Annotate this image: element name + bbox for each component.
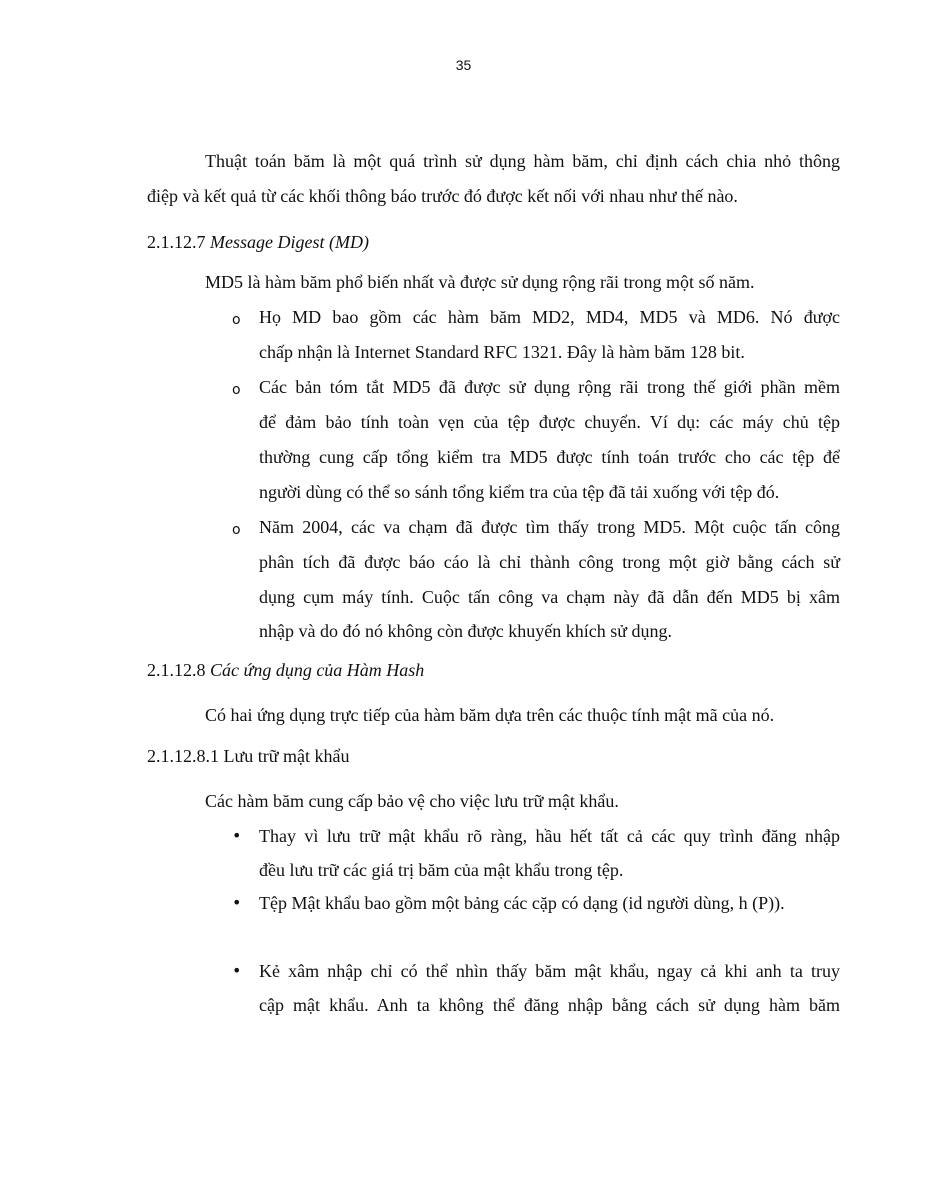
section-password-heading: 2.1.12.8.1 Lưu trữ mật khẩu [147, 746, 350, 766]
md-bullet-2-line-3: thường cung cấp tổng kiểm tra MD5 được tính toán trước cho các tệp để [259, 447, 840, 467]
password-bullet-1-line-1: Thay vì lưu trữ mật khẩu rõ ràng, hầu hết tất cả các quy trình đăng nhập [259, 826, 840, 846]
password-bullet-3-line-2: cập mật khẩu. Anh ta không thể đăng nhập bằng cách sử dụng hàm băm [259, 995, 840, 1015]
md-bullet-3-line-3: dụng cụm máy tính. Cuộc tấn công va chạm này đã dẫn đến MD5 bị xâm [259, 587, 840, 607]
section-apps-intro: Có hai ứng dụng trực tiếp của hàm băm dựa trên các thuộc tính mật mã của nó. [205, 705, 775, 725]
intro-line-1: Thuật toán băm là một quá trình sử dụng hàm băm, chỉ định cách chia nhỏ thông [205, 151, 840, 171]
page-number: 35 [455, 57, 472, 73]
section-apps-heading [147, 659, 424, 681]
password-bullet-2-line-1: Tệp Mật khẩu bao gồm một bảng các cặp có dạng (id người dùng, h (P)). [259, 893, 785, 913]
section-password-intro: Các hàm băm cung cấp bảo vệ cho việc lưu trữ mật khẩu. [205, 791, 619, 811]
circle-bullet-icon: o [232, 522, 241, 538]
circle-bullet-icon: o [232, 382, 241, 398]
circle-bullet-icon: o [232, 312, 241, 328]
disc-bullet-icon: • [232, 961, 242, 980]
md-bullet-3-line-1: Năm 2004, các va chạm đã được tìm thấy trong MD5. Một cuộc tấn công [259, 517, 840, 537]
section-apps-number: 2.1.12.8 [147, 660, 206, 680]
disc-bullet-icon: • [232, 826, 242, 845]
disc-bullet-icon: • [232, 893, 242, 912]
md-bullet-1-line-2: chấp nhận là Internet Standard RFC 1321. Đây là hàm băm 128 bit. [259, 342, 745, 362]
section-md-intro: MD5 là hàm băm phổ biến nhất và được sử dụng rộng rãi trong một số năm. [205, 272, 755, 292]
section-apps-title: Các ứng dụng của Hàm Hash [210, 660, 425, 680]
md-bullet-1-line-1: Họ MD bao gồm các hàm băm MD2, MD4, MD5 và MD6. Nó được [259, 307, 840, 327]
section-md-title: Message Digest (MD) [210, 232, 369, 252]
md-bullet-2-line-2: để đảm bảo tính toàn vẹn của tệp được chuyển. Ví dụ: các máy chủ tệp [259, 412, 840, 432]
password-bullet-1-line-2: đều lưu trữ các giá trị băm của mật khẩu trong tệp. [259, 860, 624, 880]
md-bullet-2-line-1: Các bản tóm tắt MD5 đã được sử dụng rộng rãi trong thế giới phần mềm [259, 377, 840, 397]
section-md-heading [147, 231, 369, 253]
md-bullet-3-line-4: nhập và do đó nó không còn được khuyến khích sử dụng. [259, 621, 672, 641]
md-bullet-3-line-2: phân tích đã được báo cáo là chỉ thành công trong một giờ bằng cách sử [259, 552, 840, 572]
md-bullet-2-line-4: người dùng có thể so sánh tổng kiểm tra của tệp đã tải xuống với tệp đó. [259, 482, 780, 502]
intro-line-2: điệp và kết quả từ các khối thông báo trước đó được kết nối với nhau như thế nào. [147, 186, 738, 206]
password-bullet-3-line-1: Kẻ xâm nhập chỉ có thể nhìn thấy băm mật khẩu, ngay cả khi anh ta truy [259, 961, 840, 981]
section-md-number: 2.1.12.7 [147, 232, 206, 252]
